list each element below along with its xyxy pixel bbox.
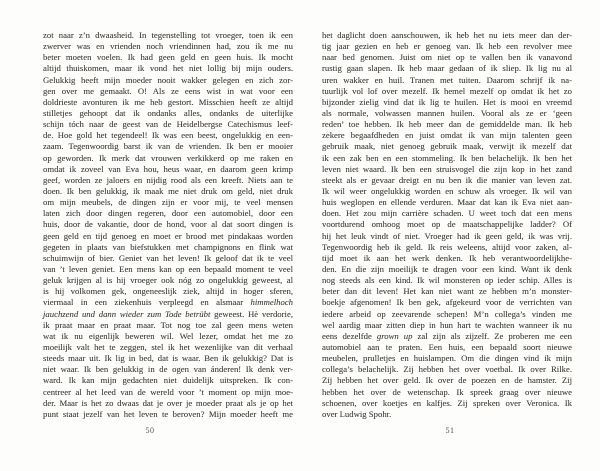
text-line: tijd moet ik aan het werk denken. Ik heb verantwoordelijkhe- <box>322 252 572 263</box>
text-line: Tegenwoordig heb ik geld. Ik reis weleens, altijd voor zaken, al- <box>322 241 572 252</box>
text-line: ward. Ik kan mijn gedachten niet duidelijk uitspreken. Ik con- <box>43 375 293 386</box>
text-line: naar bed genomen. Juist om niet op te vallen ben ik vanavond <box>322 52 572 63</box>
text-line: omdat ik zoveel van Eva hou, heus waar, en daarom geen krimp <box>43 163 293 174</box>
right-page-text <box>322 30 572 420</box>
text-line: het daglicht doen aanschouwen, ik heb het nu iets meer dan der- <box>322 30 572 40</box>
text-line: centreer al het leed van de wereld voor ’t moment op mijn moe- <box>43 386 293 397</box>
text-line: geen geld en tijd genoeg en moet er brood met pindakaas worden <box>43 230 293 241</box>
text-line: steekt als er gevaar dreigt en nu ben ik die manier van leven zat. <box>322 174 572 185</box>
text-line: om mijn meubels, de dingen zijn er voor mij, te veel mensen <box>43 197 293 208</box>
text-line: der. Maar is het zo dwaas dat je over je moeder praat als je op het <box>43 397 293 408</box>
text-line: boekje afgenomen! Ik ben gek, afgekeurd voor de verrichten van <box>322 297 572 308</box>
text-line: Ik wil weer ongelukkig worden en schuw als vroeger. Ik wil van <box>322 185 572 196</box>
text-line: ik een zak ben en een stommeling. Ik ben belachelijk. Ik ben het <box>322 152 572 163</box>
text-line: als normale, volwassen mannen huilen. Vooral als ze er ‘geen <box>322 107 572 118</box>
text-line: wat ik nu eigenlijk beweren wil. Wel lezer, omdat het me zo <box>43 330 293 341</box>
text-line: meubelen, prulletjes en huislampen. Om die dingen vind ik mijn <box>322 353 572 364</box>
text-line: beter moeten voelen. Ik had geen geld en geen huis. Ik mocht <box>43 52 293 63</box>
text-line: van ’t leven geniet. Een mens kan op een bepaald moment te veel <box>43 263 293 274</box>
text-line: gebruik maak, niet genoeg gebruik maak, verwijt ik mezelf dat <box>322 141 572 152</box>
text-line: Gelukkig heeft mijn moeder nooit wakker gelegen en zich zor- <box>43 74 293 85</box>
text-line: hebben het over de wetenschap. Ik spreek graag over nieuwe <box>322 386 572 397</box>
text-line: de. Hoe gold het tegendeel! Ik was een beest, ongelukkig en een- <box>43 130 293 141</box>
text-line: rustig gaan slapen. Ik heb maar gedaan of ik sliep. Ik lig nu al <box>322 63 572 74</box>
text-line: altijd thuiskomen, maar ik vond het niet lollig bij mijn ouders. <box>43 63 293 74</box>
text-line: geluk krijgen al is hij vroeger ook nóg zo ongelukkig geweest, al <box>43 275 293 286</box>
text-line: doen. Het zou mijn carrière schaden. U weet toch dat een mens <box>322 208 572 219</box>
text-line: stilletjes gehoopt dat ik ondanks alles, ondanks de uiterlijke <box>43 107 293 118</box>
text-line: ik praat maar en praat maar. Tot nog toe zal geen mens weten <box>43 319 293 330</box>
text-line: hij het leuk vindt of niet. Vroeger had ik geen geld, ik was vrij. <box>322 230 572 241</box>
text-line: doldrieste avonturen ik me heb gestort. Misschien heeft ze altijd <box>43 96 293 107</box>
text-line: tuurlijk vol lof over mezelf. Ik hemel mezelf op omdat ik het zo <box>322 85 572 96</box>
text-line: nog steeds als een kind. Ik wil monsteren op ieder schip. Alles is <box>322 275 572 286</box>
text-line: Zij hebben het over geld. Ik over de poezen en de hamster. Zij <box>322 375 572 386</box>
text-line: jauchzend und dann wieder zum Tode betrübt geweest. Hè verdorie, <box>43 308 293 319</box>
text-line: moeilijk valt het te zeggen, stel ik het wezenlijke van dit verhaal <box>43 341 293 352</box>
text-line: over Ludwig Spohr. <box>322 408 392 419</box>
text-line: punt staat jezelf van het leven te beroven? Mijn moeder heeft me <box>43 408 293 419</box>
text-line: wel aardig maar zitten diep in hun hart te wachten wanneer ik nu <box>322 319 572 330</box>
text-line: beter dan dit leven! Het kan niet want ze hebben m’n monster- <box>322 286 572 297</box>
text-line: zwerver was en vrienden noch vriendinnen had, zou ik me nu <box>43 41 293 52</box>
text-line: den. En die zijn moeilijk te dragen voor een kind. Want ik denk <box>322 263 572 274</box>
italic-text: himmelhoch <box>250 297 293 308</box>
text-line: huis, door de vakantie, door de hond, voor al dat soort dingen is <box>43 219 293 230</box>
text-line: bijzonder zielig vind dat ik lig te huilen. Het is mooi en vreemd <box>322 96 572 107</box>
right-page-number: 51 <box>445 426 455 435</box>
text-line: doen. Ik ben gelukkig, ik maak me niet druk om geld, niet druk <box>43 185 293 196</box>
text-line: uren wakker en huil. Tranen met tuiten. Daarom schrijf ik na- <box>322 74 572 85</box>
text-line: zekere begaafdheden en juist omdat ik van mijn talenten geen <box>322 130 572 141</box>
text-line: tig jaar gezien en heb er genoeg van. Ik heb een revolver mee <box>322 41 572 52</box>
text-line: zot naar z’n dwaasheid. In tegenstelling tot vroeger, toen ik een <box>43 30 293 40</box>
text-line: huis weglopen en ellende verduren. Maar dat kan ik Eva niet aan- <box>322 197 572 208</box>
italic-text: grown up <box>376 330 413 341</box>
text-line: reden’ toe hebben. Ik heb meer dan de gemiddelde man. Ik heb <box>322 119 572 130</box>
text-line: leven niet waard. Ik ben een struisvogel die zijn kop in het zand <box>322 163 572 174</box>
text-line: zaam. Tegenwoordig barst ik van de vrienden. Ik ben er mooier <box>43 141 293 152</box>
text-line: steeds maar uit. Ik lig in bed, dat is waar. Ben ik gelukkig? Dat is <box>43 353 293 364</box>
italic-text: jauchzend und dann wieder zum Tode betrübt <box>43 308 211 319</box>
left-page-text <box>43 30 293 420</box>
left-page-number: 50 <box>145 426 155 435</box>
text-line: iedere arbeid op zeevarende schepen! M’n collega’s vinden me <box>322 308 572 319</box>
text-line: eens dezelfde grown up zal zijn als zijzelf. Ze proberen me een <box>322 330 572 341</box>
text-line: op geworden. Ik merk dat vrouwen verkikkerd op me raken en <box>43 152 293 163</box>
text-line: voortdurend omhoog moet op de maatschappelijke ladder? Of <box>322 219 572 230</box>
text-line: schuimwijn of bier. Geniet van het leven! Ik geloof dat ik te veel <box>43 252 293 263</box>
text-line: viermaal in een ziekenhuis verpleegd en alsmaar himmelhoch <box>43 297 293 308</box>
text-line: schijn tóch naar de geest van de Heidelbergse Catechismus leef- <box>43 119 293 130</box>
text-line: gegeten in plaats van biefstukken met champignons en flink wat <box>43 241 293 252</box>
text-line: niet waar. Ik ben gelukkig in de ogen van ánderen! Ik denk ver- <box>43 364 293 375</box>
text-line: collega’s belachelijk. Zij hebben het over voetbal. Ik over Rilke. <box>322 364 572 375</box>
text-line: gen over me gemaakt. O! Als ze eens wist in wat voor een <box>43 85 293 96</box>
text-line: automobiel aan te praten. Een huis, een bepaald soort nieuwe <box>322 341 572 352</box>
text-line: schoenen, over koetjes en kalfjes. Zij spreken over Veronica. Ik <box>322 397 572 408</box>
text-line: laten zich door dingen regeren, door een automobiel, door een <box>43 208 293 219</box>
text-line: geef, worden ze jaloers en nijdig rood als een kreeft. Niets aan te <box>43 174 293 185</box>
text-line: is hij volkomen gek, ongeneeslijk ziek, altijd in hoger sferen, <box>43 286 293 297</box>
